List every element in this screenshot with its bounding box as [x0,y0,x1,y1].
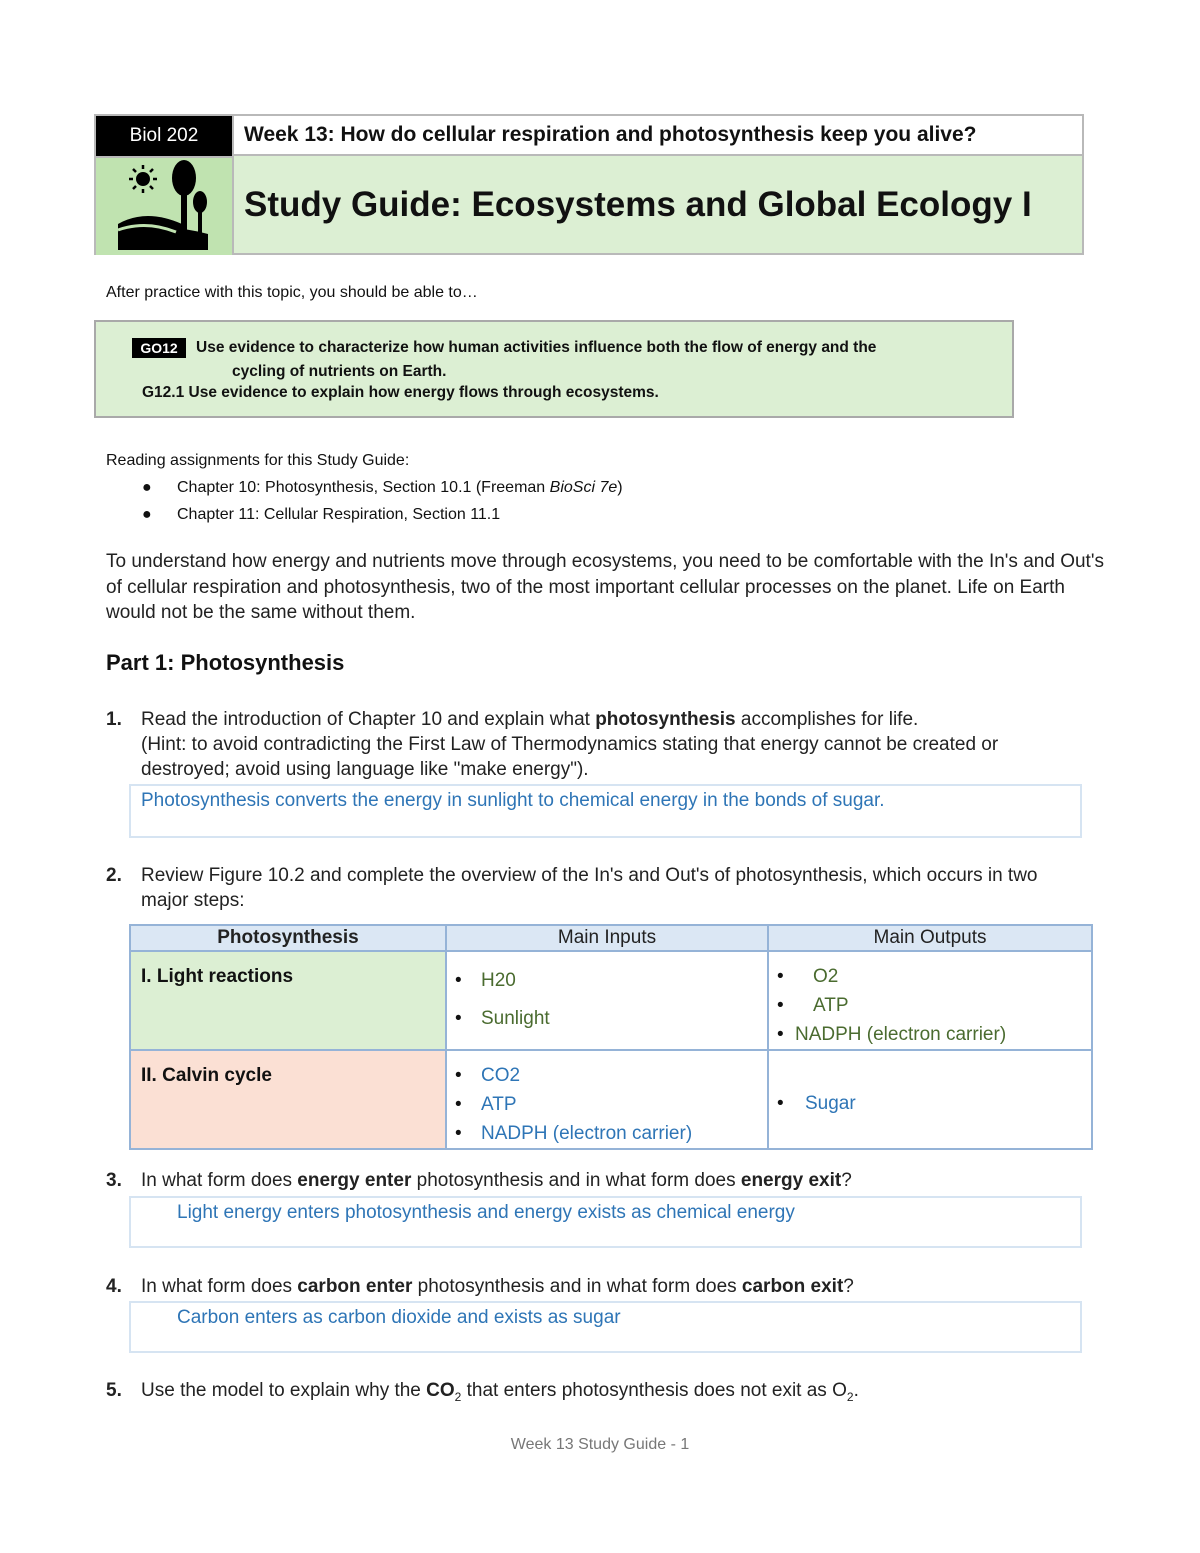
bullet-icon: • [455,970,462,991]
page-title: Study Guide: Ecosystems and Global Ecology I [232,156,1082,253]
reading-item [106,501,623,528]
question-text [141,707,1071,782]
outputs-cell[interactable] [768,1050,1092,1149]
q-text-part: Read the introduction of Chapter 10 and explain what [141,709,596,730]
subscript: 2 [454,1389,462,1404]
q-text-part: In what form does [141,1276,298,1297]
output-value: NADPH (electron carrier) [795,1024,1007,1045]
inputs-cell[interactable] [446,1050,768,1149]
list-item [769,1089,1091,1118]
reading-item-text: Chapter 10: Photosynthesis, Section 10.1 (Freeman [177,479,550,496]
q-text-part: photosynthesis and in what form does [411,1170,741,1191]
goal-line-2: cycling of nutrients on Earth. [232,363,447,380]
table-header-row [130,925,1092,951]
input-value: NADPH (electron carrier) [481,1123,693,1144]
reading-item-text: Chapter 11: Cellular Respiration, Section 11.1 [177,506,501,523]
table-header: Photosynthesis [130,925,446,951]
outputs-list [769,962,1091,1049]
output-value: Sugar [805,1093,856,1114]
q-bold-term: CO [426,1380,455,1401]
question-text [141,1168,1071,1193]
list-item [769,962,1091,991]
q-text-part: Use the model to explain why the [141,1380,427,1401]
q-hint: (Hint: to avoid contradicting the First Law of Thermodynamics stating that energy cannot be created or destroyed; avoid using language like "make energy"). [141,734,999,780]
input-value: CO2 [481,1065,521,1086]
question-text [141,1378,1071,1410]
reading-item-close: ) [617,479,623,496]
question-text [141,1274,1071,1299]
table-row [130,1050,1092,1149]
table-header: Main Inputs [446,925,768,951]
q-text-part: ? [841,1170,852,1191]
book-title: BioSci 7e [549,479,618,496]
outputs-cell[interactable] [768,951,1092,1050]
bullet-icon: ● [142,479,152,496]
answer-box-1[interactable] [129,784,1082,838]
answer-box-4[interactable] [129,1301,1082,1353]
goal-line-1: Use evidence to characterize how human activities influence both the flow of energy and the [196,339,877,356]
input-value: ATP [481,1094,517,1115]
q-text-part: ? [843,1276,854,1297]
header-block [94,114,1084,255]
goal-badge: GO12 [132,338,186,358]
q-bold-term: energy exit [740,1170,842,1191]
input-value: Sunlight [481,1008,550,1029]
answer-box-3[interactable] [129,1196,1082,1248]
output-value: ATP [813,995,849,1016]
question-text: Review Figure 10.2 and complete the overview of the In's and Out's of photosynthesis, which occurs in two major steps: [141,865,1038,911]
list-item [769,991,1091,1020]
reading-heading: Reading assignments for this Study Guide: [106,452,410,469]
list-item [447,962,767,1000]
q-bold-term: carbon enter [297,1276,413,1297]
goals-box [94,320,1014,418]
list-item [447,1000,767,1038]
list-item [447,1119,767,1148]
table-row [130,951,1092,1050]
photosynthesis-table [129,924,1093,1150]
table-header: Main Outputs [768,925,1092,951]
section-heading: Part 1: Photosynthesis [106,650,345,675]
question-number: 3. [106,1170,122,1191]
subscript: 2 [846,1389,854,1404]
intro-text: After practice with this topic, you should be able to… [106,284,478,301]
reading-item [106,474,623,501]
answer-text: Light energy enters photosynthesis and energy exists as chemical energy [177,1202,795,1223]
bullet-icon: • [455,1008,462,1029]
output-value: O2 [813,966,839,987]
course-label: Biol 202 [96,116,232,156]
bullet-icon: • [777,966,784,987]
inputs-list [447,1061,767,1148]
bullet-icon: • [455,1123,462,1144]
stage-cell: II. Calvin cycle [130,1050,446,1149]
intro-paragraph: To understand how energy and nutrients move through ecosystems, you need to be comfortable with the In's and Out's of cellular respiration and photosynthesis, two of the most important cellular processes on the planet. Life on Earth would not be the same without them. [106,551,1104,623]
question-number: 4. [106,1276,122,1297]
list-item [447,1090,767,1119]
goal-text [196,336,986,384]
question-number: 1. [106,709,122,730]
q-text-part: that enters photosynthesis does not exit as O [461,1380,847,1401]
list-item [769,1020,1091,1049]
week-title: Week 13: How do cellular respiration and photosynthesis keep you alive? [232,116,1082,156]
bullet-icon: • [777,1024,784,1045]
inputs-list [447,962,767,1038]
q-text-part: . [853,1380,859,1401]
page-footer: Week 13 Study Guide - 1 [510,1436,690,1453]
q-text-part: accomplishes for life. [735,709,919,730]
bullet-icon: • [777,1093,784,1114]
bullet-icon: • [455,1094,462,1115]
outputs-list [769,1089,1091,1118]
q-bold-term: energy enter [297,1170,412,1191]
q-bold-term: photosynthesis [595,709,736,730]
bullet-icon: • [455,1065,462,1086]
question-number: 5. [106,1380,122,1401]
subgoal-text: G12.1 Use evidence to explain how energy flows through ecosystems. [142,384,659,401]
answer-text: Photosynthesis converts the energy in sunlight to chemical energy in the bonds of sugar. [141,790,885,811]
bullet-icon: ● [142,506,152,523]
reading-section [106,447,623,528]
bullet-icon: • [777,995,784,1016]
landscape-sun-tree-icon [96,156,232,255]
q-bold-term: carbon exit [741,1276,844,1297]
q-text-part: photosynthesis and in what form does [412,1276,742,1297]
answer-text: Carbon enters as carbon dioxide and exists as sugar [177,1307,621,1328]
stage-cell: I. Light reactions [130,951,446,1050]
list-item [447,1061,767,1090]
question-number: 2. [106,865,122,886]
reading-list [106,474,623,528]
input-value: H20 [481,970,516,991]
q-text-part: In what form does [141,1170,298,1191]
inputs-cell[interactable] [446,951,768,1050]
